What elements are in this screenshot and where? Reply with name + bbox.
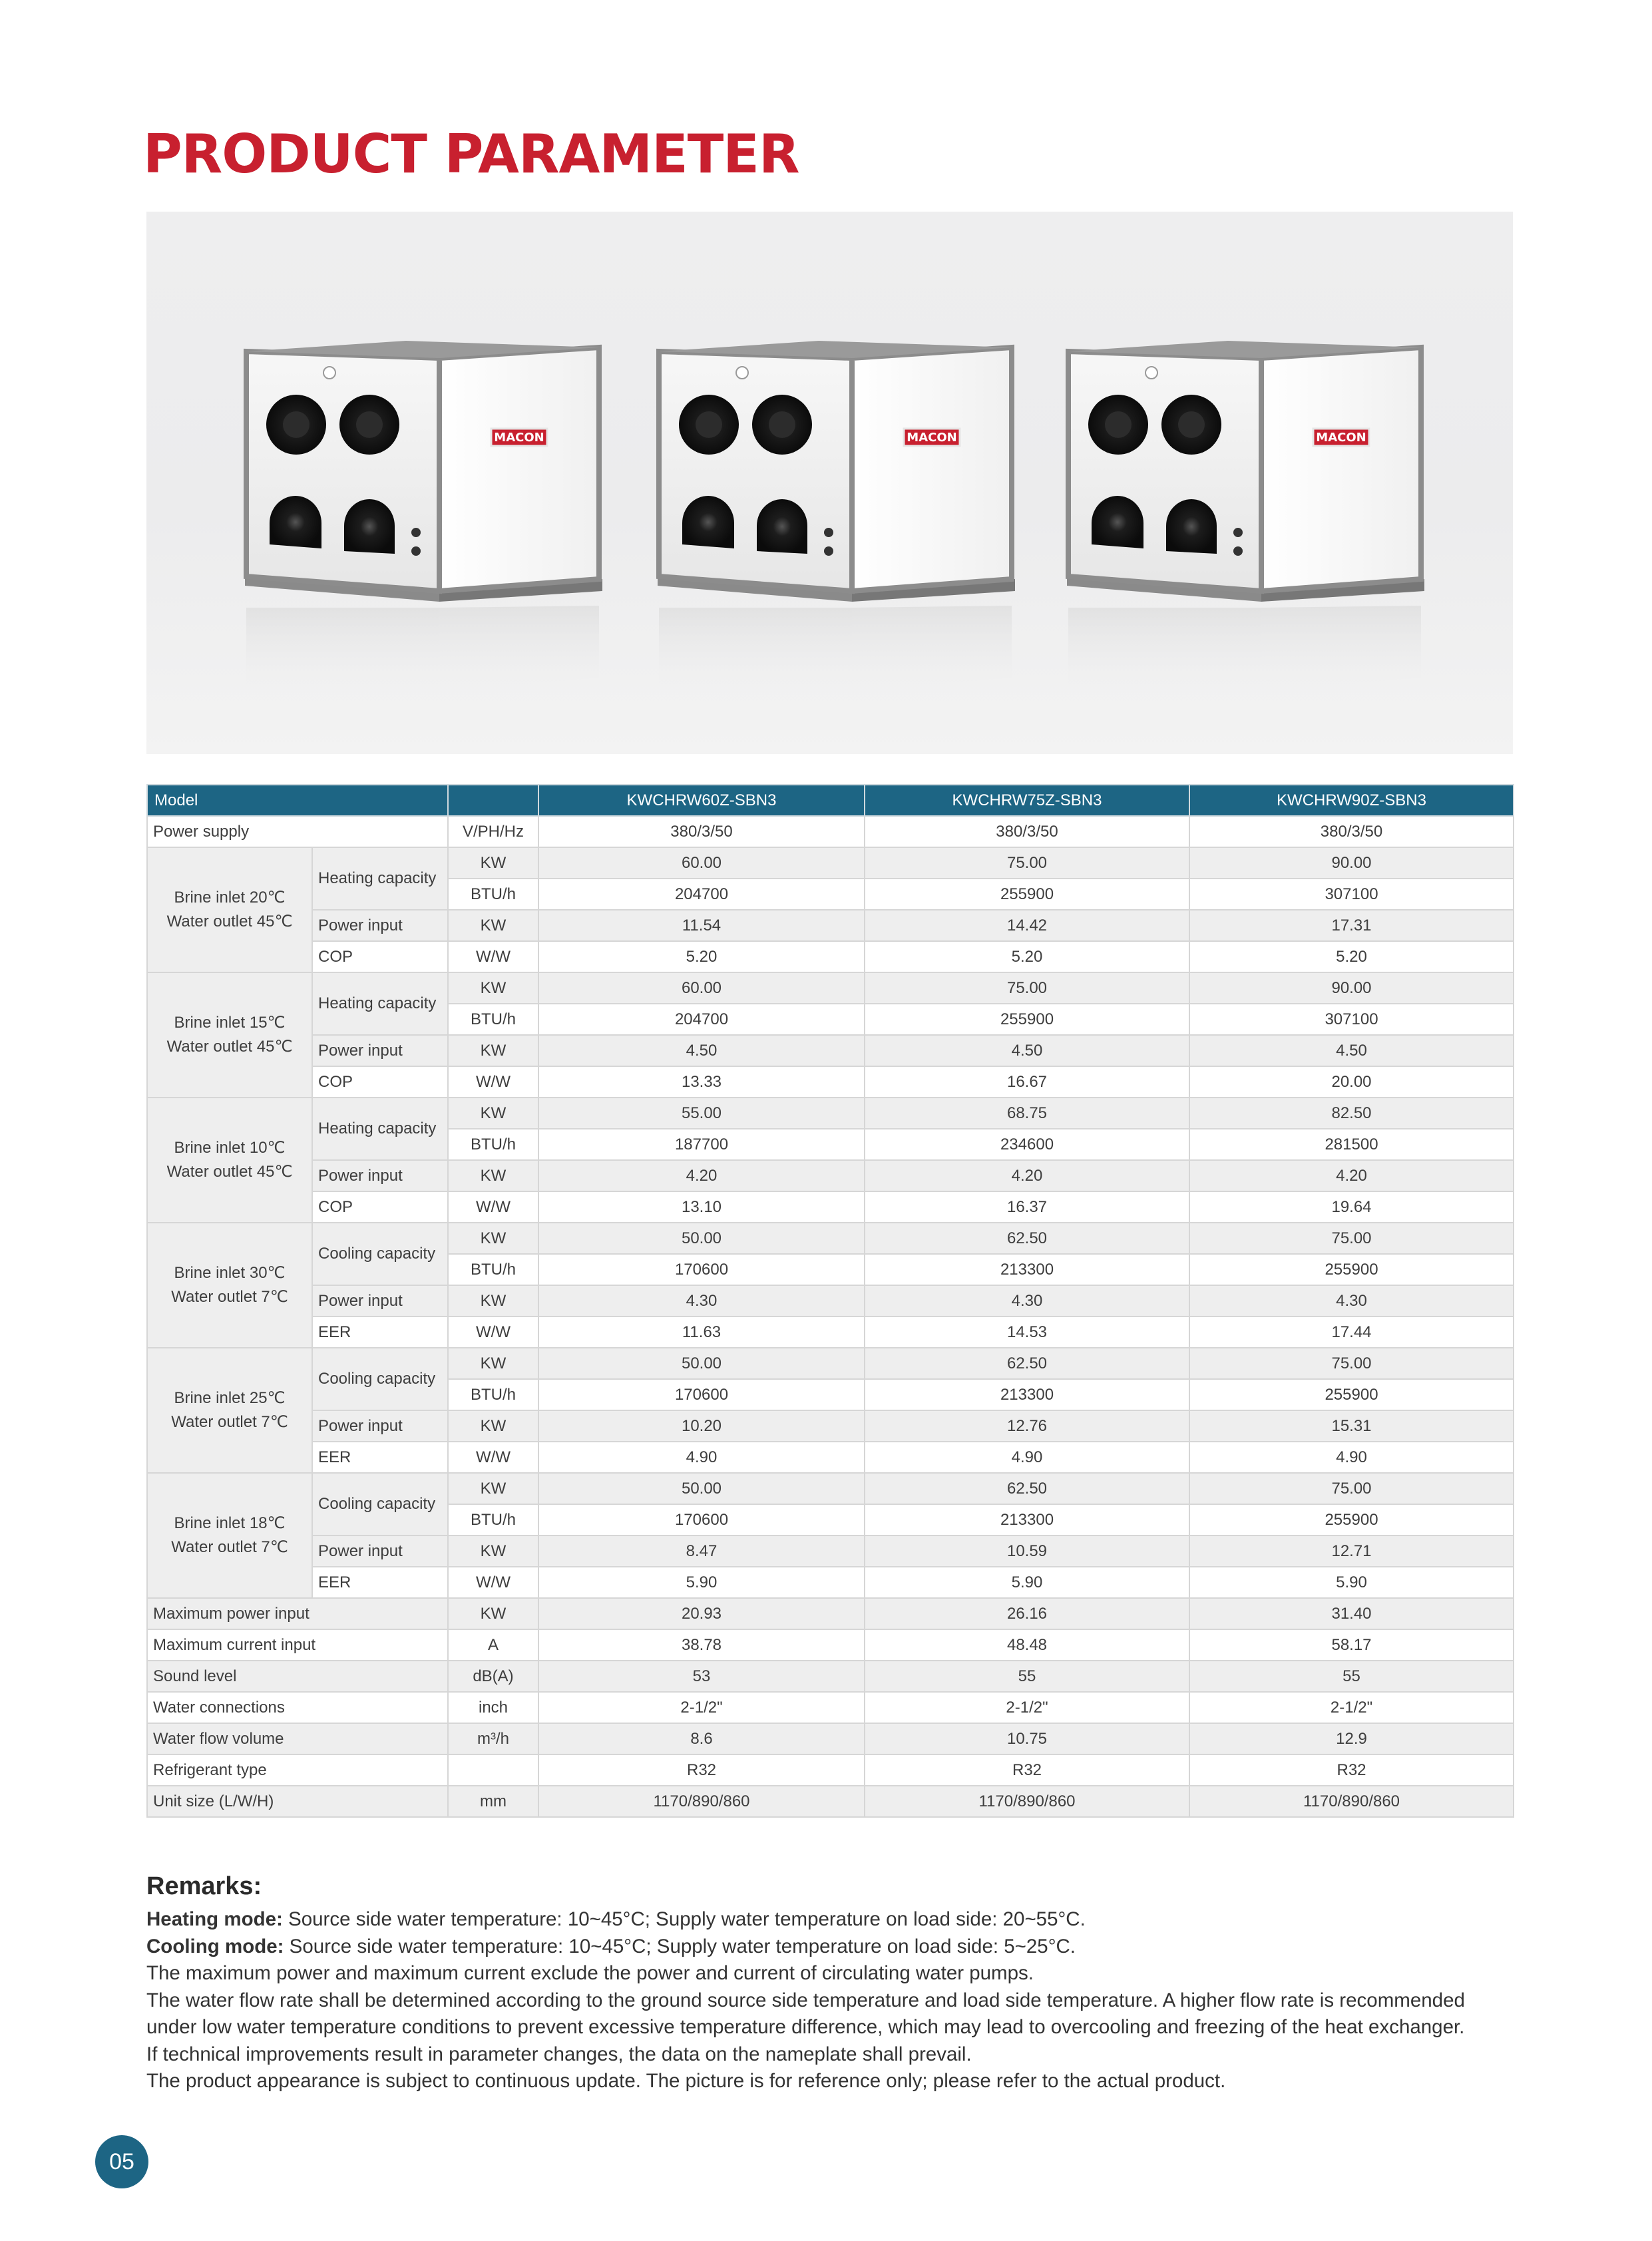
cell-value: 20.00 <box>1189 1066 1514 1098</box>
cell-value: 82.50 <box>1189 1098 1514 1129</box>
row-unit: W/W <box>448 1442 538 1473</box>
cell-value: 255900 <box>865 1004 1189 1035</box>
cell-value: 20.93 <box>538 1598 865 1629</box>
cell-value: 204700 <box>538 1004 865 1035</box>
cell-value: 4.30 <box>865 1285 1189 1317</box>
condition-line: Water outlet 7℃ <box>171 1413 288 1431</box>
cell-value: 55 <box>1189 1661 1514 1692</box>
condition-line: Brine inlet 30℃ <box>174 1264 286 1282</box>
cell-value: 204700 <box>538 879 865 910</box>
row-label: Power input <box>312 1035 448 1066</box>
capacity-label: Heating capacity <box>312 1098 448 1160</box>
row-unit: V/PH/Hz <box>448 816 538 847</box>
condition-cell <box>147 847 312 972</box>
table-row <box>147 1348 1514 1379</box>
cell-value: 5.20 <box>1189 941 1514 972</box>
header-unit-cell <box>448 785 538 816</box>
row-label: Power input <box>312 1410 448 1442</box>
condition-line: Brine inlet 20℃ <box>174 889 286 907</box>
capacity-label: Cooling capacity <box>312 1473 448 1535</box>
cell-value: 5.20 <box>865 941 1189 972</box>
spec-table-body <box>147 816 1514 1817</box>
row-unit: W/W <box>448 1317 538 1348</box>
cell-value: 75.00 <box>1189 1223 1514 1254</box>
remarks-heading: Remarks: <box>146 1872 262 1900</box>
spec-table <box>146 784 1514 1818</box>
cell-value: 170600 <box>538 1504 865 1535</box>
cell-value: 55.00 <box>538 1098 865 1129</box>
cell-value: 17.31 <box>1189 910 1514 941</box>
cell-value: 11.54 <box>538 910 865 941</box>
cell-value: 4.50 <box>1189 1035 1514 1066</box>
cell-value: 4.20 <box>865 1160 1189 1191</box>
cell-value: 16.67 <box>865 1066 1189 1098</box>
table-row <box>147 1567 1514 1598</box>
cell-value: 1170/890/860 <box>1189 1786 1514 1817</box>
remarks-line: If technical improvements result in parameter changes, the data on the nameplate shall prevail. <box>146 2043 972 2065</box>
row-unit: m³/h <box>448 1723 538 1754</box>
cell-value: 4.90 <box>865 1442 1189 1473</box>
row-unit: KW <box>448 1473 538 1504</box>
cell-value: 2-1/2" <box>865 1692 1189 1723</box>
cell-value: 90.00 <box>1189 972 1514 1004</box>
cell-value: 12.9 <box>1189 1723 1514 1754</box>
table-row <box>147 1629 1514 1661</box>
cell-value: 380/3/50 <box>1189 816 1514 847</box>
row-unit: KW <box>448 1285 538 1317</box>
row-unit: BTU/h <box>448 1254 538 1285</box>
table-row <box>147 1066 1514 1098</box>
condition-cell <box>147 1348 312 1473</box>
condition-cell <box>147 1223 312 1348</box>
condition-line: Brine inlet 25℃ <box>174 1389 286 1407</box>
capacity-label: Heating capacity <box>312 972 448 1035</box>
table-row <box>147 1035 1514 1066</box>
remarks-heating-line <box>146 1906 1518 1934</box>
table-row <box>147 972 1514 1004</box>
header-model-2: KWCHRW75Z-SBN3 <box>865 785 1189 816</box>
cell-value: 213300 <box>865 1254 1189 1285</box>
table-row <box>147 910 1514 941</box>
cell-value: 5.90 <box>1189 1567 1514 1598</box>
condition-line: Water outlet 7℃ <box>171 1538 288 1556</box>
cell-value: 255900 <box>1189 1379 1514 1410</box>
page-number-badge: 05 <box>95 2135 148 2188</box>
capacity-label: Heating capacity <box>312 847 448 910</box>
row-unit: KW <box>448 1223 538 1254</box>
table-row <box>147 1317 1514 1348</box>
table-row <box>147 1786 1514 1817</box>
cell-value: 380/3/50 <box>538 816 865 847</box>
cooling-mode-label: Cooling mode: <box>146 1935 284 1957</box>
cell-value: 307100 <box>1189 879 1514 910</box>
cell-value: 8.6 <box>538 1723 865 1754</box>
table-row <box>147 1692 1514 1723</box>
cell-value: 75.00 <box>1189 1473 1514 1504</box>
capacity-label: Cooling capacity <box>312 1348 448 1410</box>
cell-value: 90.00 <box>1189 847 1514 879</box>
cell-value: 60.00 <box>538 847 865 879</box>
row-label: EER <box>312 1442 448 1473</box>
row-label: Maximum power input <box>147 1598 448 1629</box>
row-label: COP <box>312 941 448 972</box>
row-unit: W/W <box>448 1191 538 1223</box>
cell-value: 380/3/50 <box>865 816 1189 847</box>
remarks-cooling-line <box>146 1934 1518 1961</box>
cell-value: 2-1/2" <box>538 1692 865 1723</box>
cell-value: 13.33 <box>538 1066 865 1098</box>
row-unit: mm <box>448 1786 538 1817</box>
cell-value: 2-1/2" <box>1189 1692 1514 1723</box>
row-unit: KW <box>448 1535 538 1567</box>
header-model-3: KWCHRW90Z-SBN3 <box>1189 785 1514 816</box>
cell-value: 10.75 <box>865 1723 1189 1754</box>
row-label: Water flow volume <box>147 1723 448 1754</box>
remarks-line: The product appearance is subject to continuous update. The picture is for reference only; please refer to the actual product. <box>146 2070 1226 2092</box>
cell-value: 234600 <box>865 1129 1189 1160</box>
condition-line: Water outlet 45℃ <box>166 913 293 930</box>
cell-value: 38.78 <box>538 1629 865 1661</box>
cell-value: 75.00 <box>865 847 1189 879</box>
table-row <box>147 1598 1514 1629</box>
cell-value: 68.75 <box>865 1098 1189 1129</box>
row-unit: KW <box>448 1160 538 1191</box>
cell-value: 4.20 <box>1189 1160 1514 1191</box>
heating-mode-text: Source side water temperature: 10~45°C; Supply water temperature on load side: 20~55°C. <box>282 1908 1086 1930</box>
remarks-line: The water flow rate shall be determined according to the ground source side temperature and load side temperature. A higher flow rate is recommended under low water temperature conditions to prevent excessive temperature difference, which may lead to overcooling and freezing of the heat exchanger. <box>146 1989 1465 2038</box>
row-unit: KW <box>448 847 538 879</box>
heating-mode-label: Heating mode: <box>146 1908 283 1930</box>
cell-value: 62.50 <box>865 1223 1189 1254</box>
row-label: Power input <box>312 910 448 941</box>
row-unit: BTU/h <box>448 1004 538 1035</box>
table-row <box>147 1285 1514 1317</box>
cell-value: 50.00 <box>538 1348 865 1379</box>
row-unit: dB(A) <box>448 1661 538 1692</box>
row-label: Power supply <box>147 816 448 847</box>
table-row <box>147 1160 1514 1191</box>
cell-value: 10.59 <box>865 1535 1189 1567</box>
table-row <box>147 941 1514 972</box>
cell-value: 213300 <box>865 1504 1189 1535</box>
table-row <box>147 1223 1514 1254</box>
cell-value: 4.50 <box>865 1035 1189 1066</box>
cell-value: 5.90 <box>538 1567 865 1598</box>
table-row <box>147 1098 1514 1129</box>
condition-line: Water outlet 45℃ <box>166 1163 293 1181</box>
row-unit: W/W <box>448 1066 538 1098</box>
row-unit: BTU/h <box>448 1129 538 1160</box>
cell-value: 17.44 <box>1189 1317 1514 1348</box>
row-label: Refrigerant type <box>147 1754 448 1786</box>
cell-value: 170600 <box>538 1379 865 1410</box>
row-unit: KW <box>448 1598 538 1629</box>
cell-value: 255900 <box>1189 1504 1514 1535</box>
cell-value: 170600 <box>538 1254 865 1285</box>
cell-value: 55 <box>865 1661 1189 1692</box>
table-row <box>147 1410 1514 1442</box>
cell-value: 13.10 <box>538 1191 865 1223</box>
cell-value: 4.30 <box>538 1285 865 1317</box>
condition-cell <box>147 1098 312 1223</box>
condition-line: Brine inlet 15℃ <box>174 1014 286 1032</box>
cell-value: 4.90 <box>538 1442 865 1473</box>
table-row <box>147 847 1514 879</box>
cell-value: 5.20 <box>538 941 865 972</box>
table-row <box>147 1723 1514 1754</box>
table-row <box>147 816 1514 847</box>
cell-value: 4.30 <box>1189 1285 1514 1317</box>
cell-value: 4.50 <box>538 1035 865 1066</box>
cell-value: 15.31 <box>1189 1410 1514 1442</box>
cell-value: 8.47 <box>538 1535 865 1567</box>
remarks-line: The maximum power and maximum current exclude the power and current of circulating water pumps. <box>146 1962 1034 1984</box>
table-row <box>147 1191 1514 1223</box>
row-label: Maximum current input <box>147 1629 448 1661</box>
cell-value: 11.63 <box>538 1317 865 1348</box>
cooling-mode-text: Source side water temperature: 10~45°C; Supply water temperature on load side: 5~25°C. <box>284 1935 1076 1957</box>
condition-line: Water outlet 45℃ <box>166 1038 293 1056</box>
row-unit: KW <box>448 910 538 941</box>
cell-value: 62.50 <box>865 1473 1189 1504</box>
cell-value: 14.53 <box>865 1317 1189 1348</box>
condition-cell <box>147 1473 312 1598</box>
cell-value: 255900 <box>1189 1254 1514 1285</box>
header-model-label: Model <box>147 785 448 816</box>
row-label: Sound level <box>147 1661 448 1692</box>
cell-value: 1170/890/860 <box>538 1786 865 1817</box>
row-unit: W/W <box>448 941 538 972</box>
cell-value: 26.16 <box>865 1598 1189 1629</box>
row-unit: inch <box>448 1692 538 1723</box>
cell-value: 50.00 <box>538 1473 865 1504</box>
row-label: COP <box>312 1191 448 1223</box>
page-title: PRODUCT PARAMETER <box>143 123 799 185</box>
row-label: EER <box>312 1567 448 1598</box>
table-row <box>147 1661 1514 1692</box>
cell-value: R32 <box>1189 1754 1514 1786</box>
product-photo <box>146 212 1513 754</box>
row-unit: BTU/h <box>448 1504 538 1535</box>
cell-value: 75.00 <box>865 972 1189 1004</box>
cell-value: 12.71 <box>1189 1535 1514 1567</box>
cell-value: 50.00 <box>538 1223 865 1254</box>
cell-value: 19.64 <box>1189 1191 1514 1223</box>
condition-line: Brine inlet 10℃ <box>174 1139 286 1157</box>
row-unit: KW <box>448 1348 538 1379</box>
row-label: Power input <box>312 1285 448 1317</box>
table-row <box>147 1754 1514 1786</box>
table-row <box>147 1535 1514 1567</box>
row-unit: A <box>448 1629 538 1661</box>
cell-value: 213300 <box>865 1379 1189 1410</box>
cell-value: 16.37 <box>865 1191 1189 1223</box>
cell-value: 75.00 <box>1189 1348 1514 1379</box>
cell-value: R32 <box>865 1754 1189 1786</box>
cell-value: 4.90 <box>1189 1442 1514 1473</box>
cell-value: 48.48 <box>865 1629 1189 1661</box>
cell-value: 14.42 <box>865 910 1189 941</box>
cell-value: 10.20 <box>538 1410 865 1442</box>
condition-cell <box>147 972 312 1098</box>
row-unit: KW <box>448 1410 538 1442</box>
cell-value: 255900 <box>865 879 1189 910</box>
row-unit <box>448 1754 538 1786</box>
table-row <box>147 1442 1514 1473</box>
cell-value: 60.00 <box>538 972 865 1004</box>
cell-value: 307100 <box>1189 1004 1514 1035</box>
row-label: Water connections <box>147 1692 448 1723</box>
row-unit: BTU/h <box>448 1379 538 1410</box>
cell-value: 62.50 <box>865 1348 1189 1379</box>
row-label: COP <box>312 1066 448 1098</box>
cell-value: 53 <box>538 1661 865 1692</box>
row-unit: KW <box>448 972 538 1004</box>
row-label: Power input <box>312 1160 448 1191</box>
cell-value: 12.76 <box>865 1410 1189 1442</box>
cell-value: 31.40 <box>1189 1598 1514 1629</box>
header-model-1: KWCHRW60Z-SBN3 <box>538 785 865 816</box>
condition-line: Brine inlet 18℃ <box>174 1514 286 1532</box>
row-label: EER <box>312 1317 448 1348</box>
cell-value: 187700 <box>538 1129 865 1160</box>
condition-line: Water outlet 7℃ <box>171 1288 288 1306</box>
cell-value: 58.17 <box>1189 1629 1514 1661</box>
cell-value: R32 <box>538 1754 865 1786</box>
cell-value: 4.20 <box>538 1160 865 1191</box>
cell-value: 5.90 <box>865 1567 1189 1598</box>
product-units-illustration: MACON <box>146 212 1513 754</box>
table-row <box>147 1473 1514 1504</box>
row-label: Power input <box>312 1535 448 1567</box>
capacity-label: Cooling capacity <box>312 1223 448 1285</box>
row-unit: KW <box>448 1035 538 1066</box>
cell-value: 1170/890/860 <box>865 1786 1189 1817</box>
row-unit: BTU/h <box>448 879 538 910</box>
row-unit: W/W <box>448 1567 538 1598</box>
row-unit: KW <box>448 1098 538 1129</box>
table-header-row <box>147 785 1514 816</box>
remarks-section <box>146 1870 1518 2095</box>
cell-value: 281500 <box>1189 1129 1514 1160</box>
row-label: Unit size (L/W/H) <box>147 1786 448 1817</box>
